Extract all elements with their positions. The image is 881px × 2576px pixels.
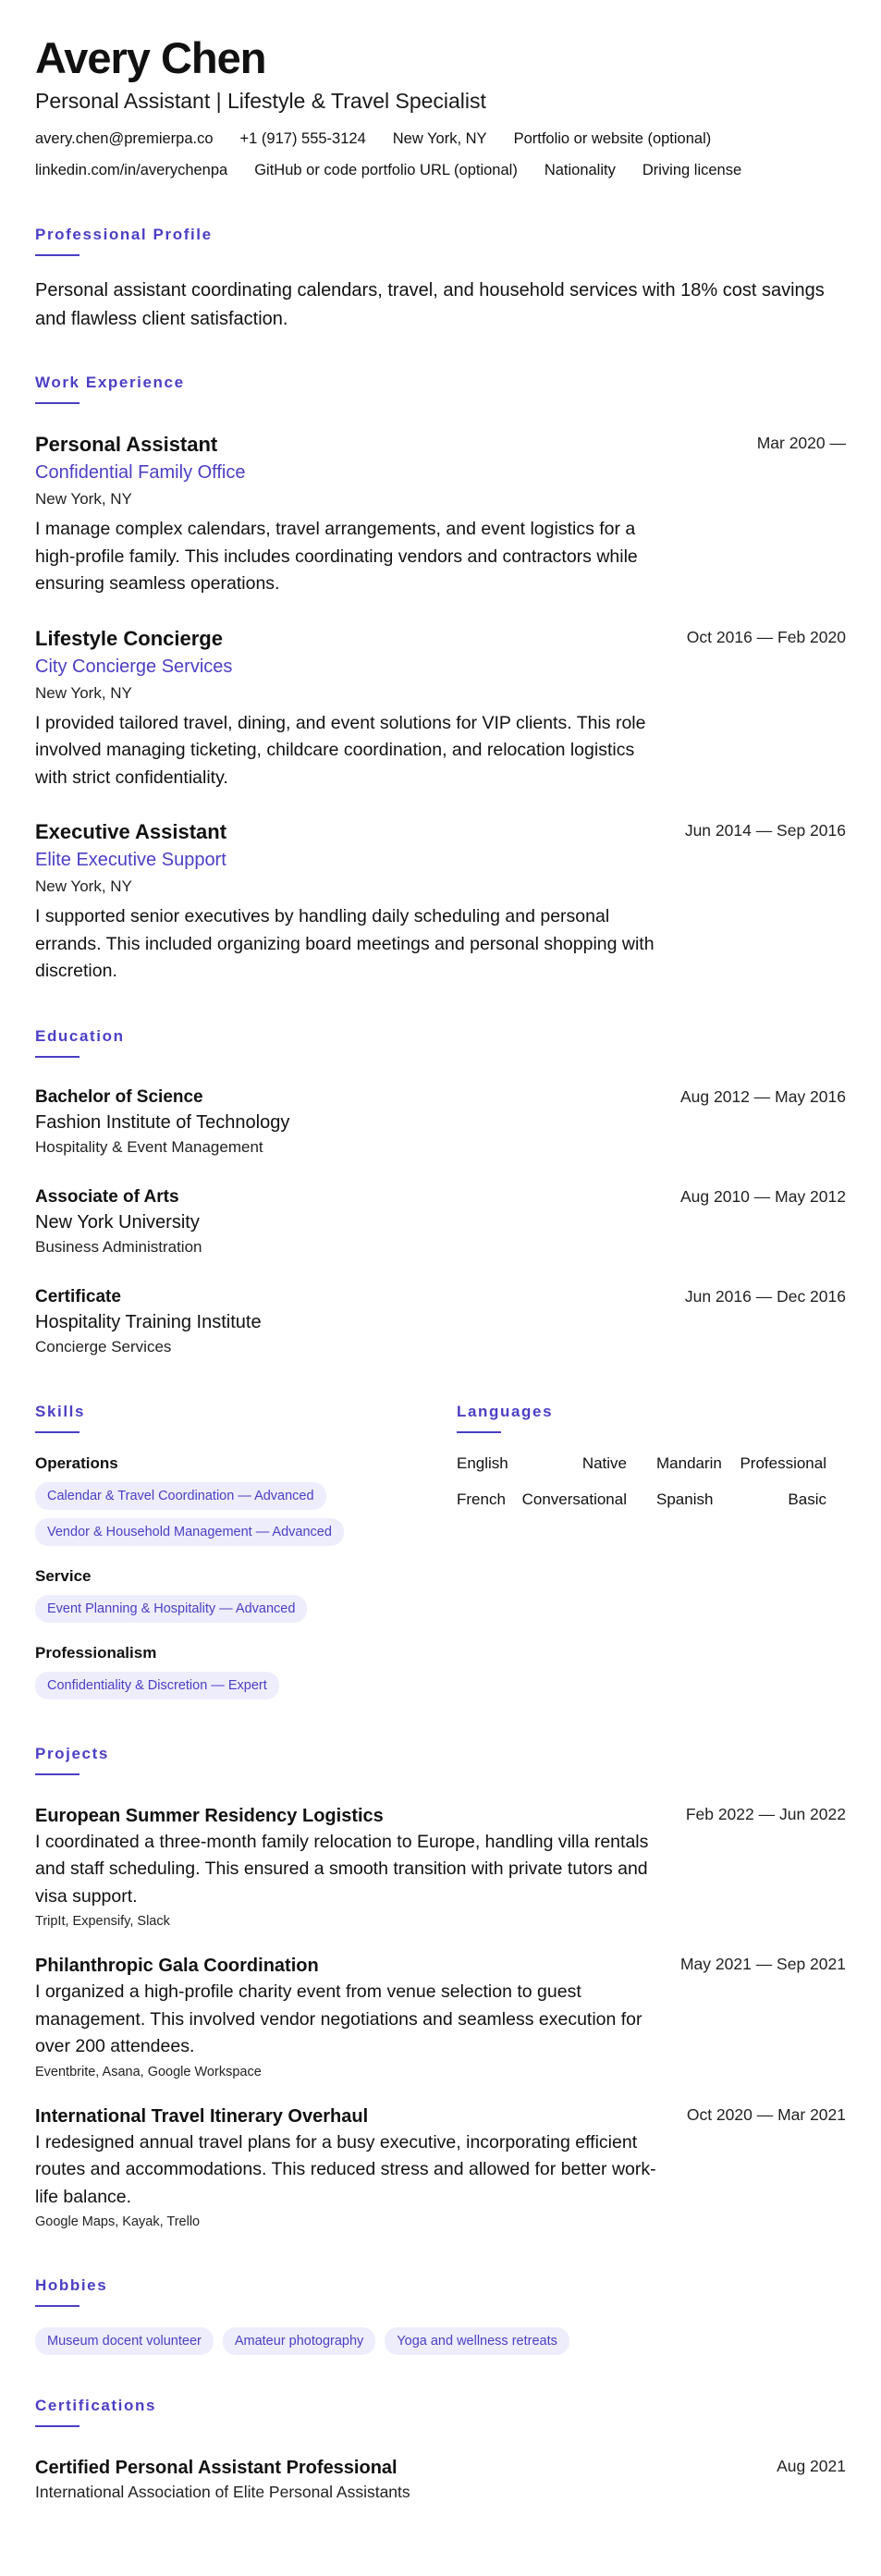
projects-section bbox=[35, 1744, 846, 2232]
skill-category-name: Professionalism bbox=[35, 1643, 157, 1662]
job-entry bbox=[35, 432, 846, 598]
section-title: Certifications bbox=[35, 2397, 157, 2414]
section-title: Projects bbox=[35, 1744, 109, 1762]
language-name: Spanish bbox=[656, 1490, 714, 1508]
project-tools: TripIt, Expensify, Slack bbox=[35, 1914, 170, 1929]
education-dates: Aug 2012 — May 2016 bbox=[679, 1086, 846, 1106]
section-divider bbox=[35, 2425, 80, 2427]
skill-category bbox=[35, 1566, 457, 1623]
language-name: French bbox=[457, 1490, 506, 1508]
job-description: I manage complex calendars, travel arrangements, and event logistics for a high-profile family. This includes coordinating vendors and contractors while ensuring seamless operations. bbox=[35, 519, 638, 594]
project-tools: Eventbrite, Asana, Google Workspace bbox=[35, 2064, 262, 2079]
job-description: I provided tailored travel, dining, and event solutions for VIP clients. This role involved managing ticketing, childcare coordination, and relocation logistics with strict confidentiality. bbox=[35, 712, 646, 788]
language-level: Native bbox=[581, 1454, 627, 1472]
contact-nationality: Nationality bbox=[544, 162, 616, 178]
contact-email[interactable]: avery.chen@premierpa.co bbox=[35, 130, 214, 147]
skills-column bbox=[35, 1402, 457, 1699]
job-company: Elite Executive Support bbox=[35, 850, 226, 870]
contact-phone[interactable]: +1 (917) 555-3124 bbox=[239, 130, 366, 147]
education-school: Hospitality Training Institute bbox=[35, 1311, 262, 1332]
job-dates: Mar 2020 — bbox=[756, 434, 846, 452]
project-entry bbox=[35, 1803, 846, 1932]
skill-chip: Event Planning & Hospitality — Advanced bbox=[35, 1595, 307, 1623]
languages-column bbox=[457, 1402, 846, 1699]
contact-info bbox=[35, 129, 846, 179]
hobby-chip: Yoga and wellness retreats bbox=[385, 2327, 569, 2355]
job-title: Lifestyle Concierge bbox=[35, 626, 223, 650]
project-title: International Travel Itinerary Overhaul bbox=[35, 2105, 369, 2127]
project-dates: Oct 2020 — Mar 2021 bbox=[686, 2104, 846, 2124]
project-dates: Feb 2022 — Jun 2022 bbox=[685, 1804, 846, 1823]
section-title: Hobbies bbox=[35, 2276, 108, 2294]
job-entry bbox=[35, 626, 846, 792]
education-degree: Associate of Arts bbox=[35, 1186, 179, 1207]
education-dates: Jun 2016 — Dec 2016 bbox=[684, 1286, 846, 1306]
job-company: City Concierge Services bbox=[35, 656, 233, 677]
contact-row bbox=[35, 129, 846, 148]
education-school: New York University bbox=[35, 1211, 200, 1233]
job-title: Personal Assistant bbox=[35, 433, 218, 456]
experience-section bbox=[35, 373, 846, 986]
language-level: Conversational bbox=[521, 1490, 627, 1508]
resume-header bbox=[35, 33, 846, 179]
project-description: I redesigned annual travel plans for a busy executive, incorporating efficient routes and accommodations. This reduced stress and allowed for better work-life balance. bbox=[35, 2131, 656, 2207]
section-title: Languages bbox=[457, 1402, 554, 1420]
education-degree: Certificate bbox=[35, 1286, 121, 1306]
skill-chips bbox=[35, 1595, 457, 1623]
section-divider bbox=[35, 402, 80, 404]
languages-grid bbox=[457, 1454, 846, 1510]
contact-driving-license: Driving license bbox=[642, 162, 742, 178]
job-entry bbox=[35, 819, 846, 986]
job-location: New York, NY bbox=[35, 683, 132, 702]
project-tools: Google Maps, Kayak, Trello bbox=[35, 2214, 201, 2229]
hobby-chips bbox=[35, 2327, 846, 2355]
section-divider bbox=[35, 1773, 80, 1775]
skills-languages-section bbox=[35, 1402, 846, 1699]
section-divider bbox=[35, 1056, 80, 1058]
project-description: I coordinated a three-month family relocation to Europe, handling villa rentals and staff scheduling. This ensured a smooth transition with private tutors and visa support. bbox=[35, 1831, 649, 1907]
education-field: Concierge Services bbox=[35, 1337, 172, 1355]
project-description: I organized a high-profile charity event from venue selection to guest management. This involved vendor negotiations and seamless execution for over 200 attendees. bbox=[35, 1981, 642, 2056]
contact-linkedin[interactable]: linkedin.com/in/averychenpa bbox=[35, 162, 228, 178]
section-title: Work Experience bbox=[35, 374, 185, 391]
skill-category bbox=[35, 1454, 457, 1546]
education-section bbox=[35, 1026, 846, 1359]
job-location: New York, NY bbox=[35, 490, 132, 508]
project-dates: May 2021 — Sep 2021 bbox=[679, 1955, 846, 1973]
certification-name: Certified Personal Assistant Professional bbox=[35, 2458, 398, 2478]
section-title: Skills bbox=[35, 1402, 86, 1420]
certification-date: Aug 2021 bbox=[777, 2457, 846, 2475]
project-title: European Summer Residency Logistics bbox=[35, 1805, 384, 1826]
skill-chip: Confidentiality & Discretion — Expert bbox=[35, 1672, 279, 1699]
skill-chip: Vendor & Household Management — Advanced bbox=[35, 1518, 344, 1546]
hobby-chip: Museum docent volunteer bbox=[35, 2327, 214, 2355]
section-title: Education bbox=[35, 1026, 125, 1045]
education-dates: Aug 2010 — May 2012 bbox=[679, 1186, 846, 1206]
section-divider bbox=[35, 2305, 80, 2307]
education-field: Business Administration bbox=[35, 1237, 202, 1256]
job-dates: Oct 2016 — Feb 2020 bbox=[686, 627, 846, 646]
project-entry bbox=[35, 1953, 846, 2081]
section-divider bbox=[457, 1431, 501, 1433]
education-school: Fashion Institute of Technology bbox=[35, 1111, 290, 1133]
skill-category bbox=[35, 1643, 457, 1699]
language-level: Professional bbox=[740, 1454, 826, 1472]
education-entry bbox=[35, 1086, 846, 1159]
language-name: English bbox=[457, 1454, 508, 1472]
hobby-chip: Amateur photography bbox=[223, 2327, 375, 2355]
language-level: Basic bbox=[788, 1490, 826, 1508]
language-item bbox=[457, 1490, 642, 1510]
contact-location: New York, NY bbox=[392, 130, 487, 147]
language-item bbox=[457, 1454, 642, 1474]
hobbies-section bbox=[35, 2275, 846, 2355]
section-title: Professional Profile bbox=[35, 226, 213, 243]
language-item bbox=[642, 1490, 826, 1510]
skill-chips bbox=[35, 1672, 457, 1699]
project-entry bbox=[35, 2104, 846, 2232]
certifications-section bbox=[35, 2396, 846, 2503]
certification-entry bbox=[35, 2455, 846, 2503]
skill-category-name: Operations bbox=[35, 1454, 118, 1472]
profile-section bbox=[35, 225, 846, 334]
section-divider bbox=[35, 1431, 80, 1433]
contact-github[interactable]: GitHub or code portfolio URL (optional) bbox=[254, 162, 518, 178]
skill-category-name: Service bbox=[35, 1566, 92, 1585]
contact-portfolio[interactable]: Portfolio or website (optional) bbox=[513, 130, 712, 147]
education-entry bbox=[35, 1185, 846, 1259]
job-location: New York, NY bbox=[35, 877, 132, 895]
job-company: Confidential Family Office bbox=[35, 462, 246, 483]
candidate-name: Avery Chen bbox=[35, 33, 266, 82]
education-degree: Bachelor of Science bbox=[35, 1086, 203, 1107]
profile-text: Personal assistant coordinating calendars, travel, and household services with 18% cost savings and flawless client satisfaction. bbox=[35, 280, 825, 329]
contact-row bbox=[35, 161, 846, 179]
candidate-subtitle: Personal Assistant | Lifestyle & Travel Specialist bbox=[35, 89, 486, 113]
job-dates: Jun 2014 — Sep 2016 bbox=[684, 821, 846, 840]
skill-chips bbox=[35, 1482, 457, 1546]
section-divider bbox=[35, 254, 80, 256]
education-field: Hospitality & Event Management bbox=[35, 1137, 263, 1156]
job-description: I supported senior executives by handling daily scheduling and personal errands. This included organizing board meetings and personal shopping with discretion. bbox=[35, 906, 655, 981]
project-title: Philanthropic Gala Coordination bbox=[35, 1956, 319, 1976]
job-title: Executive Assistant bbox=[35, 820, 227, 843]
education-entry bbox=[35, 1285, 846, 1359]
certification-issuer: International Association of Elite Personal Assistants bbox=[35, 2483, 410, 2501]
language-name: Mandarin bbox=[656, 1454, 722, 1472]
skill-chip: Calendar & Travel Coordination — Advanced bbox=[35, 1482, 326, 1510]
language-item bbox=[642, 1454, 826, 1474]
